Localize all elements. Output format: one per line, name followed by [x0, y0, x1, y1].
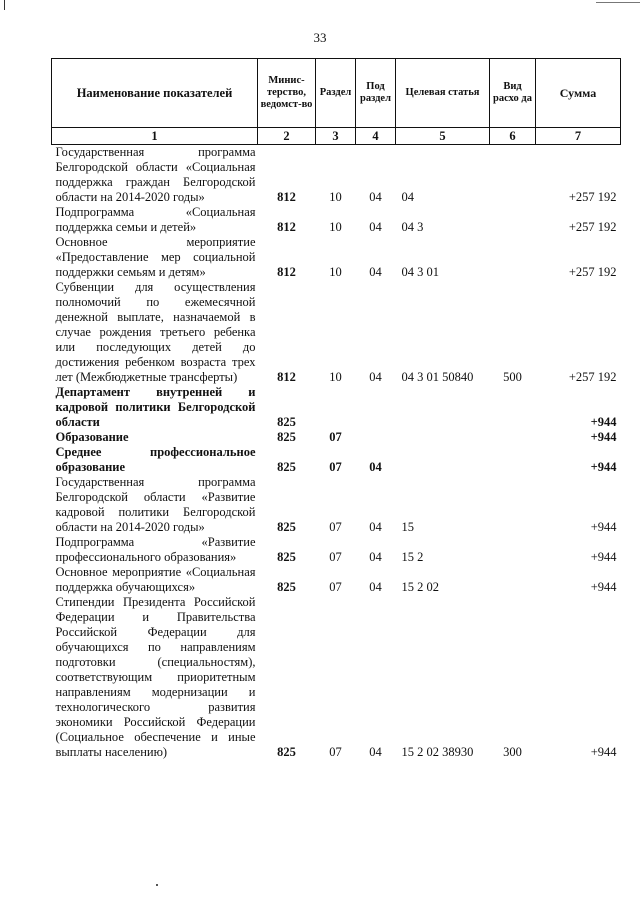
header-subsection: Под раздел [356, 59, 396, 128]
cell-sum: +257 192 [568, 370, 617, 384]
cell-article: 15 2 02 [401, 580, 439, 594]
header-ministry: Минис-терство, ведомст-во [258, 59, 316, 128]
cell-expense-type: 300 [503, 745, 522, 759]
cell-article: 15 [401, 520, 414, 534]
header-name: Наименование показателей [52, 59, 258, 128]
scan-corner-line [596, 2, 640, 3]
cell-name: Субвенции для осуществления полномочий по ежемесячной денежной выплате, назначаемой в случае рождения третьего ребенка или последующих детей до достижения ребенком возраста трех лет (Межбюджетные трансферты) [55, 280, 256, 384]
cell-subsection: 04 [369, 550, 382, 564]
column-number: 6 [490, 128, 536, 145]
table-row [52, 430, 621, 445]
cell-ministry: 825 [277, 745, 296, 759]
cell-subsection [356, 430, 396, 445]
cell-subsection: 04 [369, 460, 382, 474]
column-number: 2 [258, 128, 316, 145]
header-section: Раздел [316, 59, 356, 128]
cell-section [316, 385, 356, 430]
column-number: 1 [52, 128, 258, 145]
cell-name: Государственная программа Белгородской области «Развитие кадровой политики Белгородской области на 2014-2020 годы» [55, 475, 256, 534]
cell-subsection: 04 [369, 745, 382, 759]
cell-article: 04 [401, 190, 414, 204]
cell-article: 15 2 02 38930 [401, 745, 474, 759]
column-number: 4 [356, 128, 396, 145]
table-row [52, 235, 621, 280]
cell-article [396, 445, 490, 475]
cell-ministry: 812 [277, 370, 296, 384]
cell-section: 07 [329, 550, 342, 564]
cell-sum: +944 [590, 415, 617, 429]
cell-section: 10 [329, 190, 342, 204]
budget-table [51, 58, 621, 760]
cell-ministry: 812 [277, 265, 296, 279]
column-number: 5 [396, 128, 490, 145]
cell-name: Подпрограмма «Развитие профессионального образования» [55, 535, 256, 564]
cell-article: 04 3 01 [401, 265, 439, 279]
cell-subsection: 04 [369, 220, 382, 234]
table-row [52, 565, 621, 595]
cell-subsection: 04 [369, 265, 382, 279]
cell-article [396, 385, 490, 430]
cell-sum: +944 [590, 580, 617, 594]
cell-sum: +257 192 [568, 190, 617, 204]
cell-expense-type: 500 [503, 370, 522, 384]
cell-expense-type [490, 385, 536, 430]
table-row [52, 385, 621, 430]
header-expense-type: Вид расхо да [490, 59, 536, 128]
cell-expense-type [490, 445, 536, 475]
table-row [52, 595, 621, 760]
cell-subsection: 04 [369, 520, 382, 534]
scan-corner-mark [4, 0, 5, 10]
cell-expense-type [490, 235, 536, 280]
cell-name: Основное мероприятие «Предоставление мер социальной поддержки семьям и детям» [55, 235, 256, 279]
cell-name: Образование [55, 430, 129, 444]
cell-section: 10 [329, 265, 342, 279]
column-number-row [52, 128, 621, 145]
header-article: Целевая статья [396, 59, 490, 128]
cell-section: 07 [329, 745, 342, 759]
cell-sum: +257 192 [568, 220, 617, 234]
cell-ministry: 825 [277, 550, 296, 564]
table-header-row [52, 59, 621, 128]
cell-sum: +944 [590, 460, 617, 474]
table-row [52, 205, 621, 235]
cell-name: Основное мероприятие «Социальная поддержка обучающихся» [55, 565, 256, 594]
column-number: 7 [536, 128, 621, 145]
cell-article: 15 2 [401, 550, 424, 564]
cell-name: Подпрограмма «Социальная поддержка семьи и детей» [55, 205, 256, 234]
cell-expense-type [490, 475, 536, 535]
table-row [52, 145, 621, 206]
cell-ministry: 825 [277, 430, 296, 444]
cell-article [396, 430, 490, 445]
cell-sum: +944 [590, 745, 617, 759]
cell-ministry: 825 [277, 415, 296, 429]
cell-expense-type [490, 145, 536, 206]
cell-section: 07 [329, 580, 342, 594]
cell-name: Государственная программа Белгородской области «Социальная поддержка граждан Белгородской области на 2014-2020 годы» [55, 145, 256, 204]
table-row [52, 280, 621, 385]
cell-name: Департамент внутренней и кадровой политики Белгородской области [55, 385, 256, 429]
cell-sum: +944 [590, 520, 617, 534]
table-row [52, 475, 621, 535]
cell-name: Стипендии Президента Российской Федерации и Правительства Российской Федерации для обучающихся по направлениям подготовки (специальностям), соответствующим приоритетным направлениям модернизации и технологического развития экономики Российской Федерации (Социальное обеспечение и иные выплаты населению) [55, 595, 256, 759]
cell-ministry: 825 [277, 580, 296, 594]
table-body [52, 145, 621, 761]
table-row [52, 535, 621, 565]
cell-section: 10 [329, 220, 342, 234]
cell-expense-type [490, 565, 536, 595]
cell-section: 07 [329, 430, 342, 444]
cell-subsection: 04 [369, 370, 382, 384]
cell-ministry: 825 [277, 520, 296, 534]
cell-section: 07 [329, 460, 342, 474]
cell-expense-type [490, 205, 536, 235]
cell-section: 07 [329, 520, 342, 534]
table-row [52, 445, 621, 475]
cell-section: 10 [329, 370, 342, 384]
header-sum: Сумма [536, 59, 621, 128]
cell-ministry: 825 [277, 460, 296, 474]
cell-sum: +944 [590, 550, 617, 564]
column-number: 3 [316, 128, 356, 145]
cell-subsection: 04 [369, 190, 382, 204]
cell-name: Среднее профессиональное образование [55, 445, 256, 474]
cell-sum: +257 192 [568, 265, 617, 279]
scan-dot-mark [156, 884, 158, 886]
cell-expense-type [490, 535, 536, 565]
cell-expense-type [490, 430, 536, 445]
cell-ministry: 812 [277, 190, 296, 204]
page-number: 33 [313, 30, 327, 45]
cell-sum: +944 [590, 430, 617, 444]
cell-article: 04 3 [401, 220, 424, 234]
cell-ministry: 812 [277, 220, 296, 234]
cell-subsection [356, 385, 396, 430]
cell-article: 04 3 01 50840 [401, 370, 474, 384]
cell-subsection: 04 [369, 580, 382, 594]
